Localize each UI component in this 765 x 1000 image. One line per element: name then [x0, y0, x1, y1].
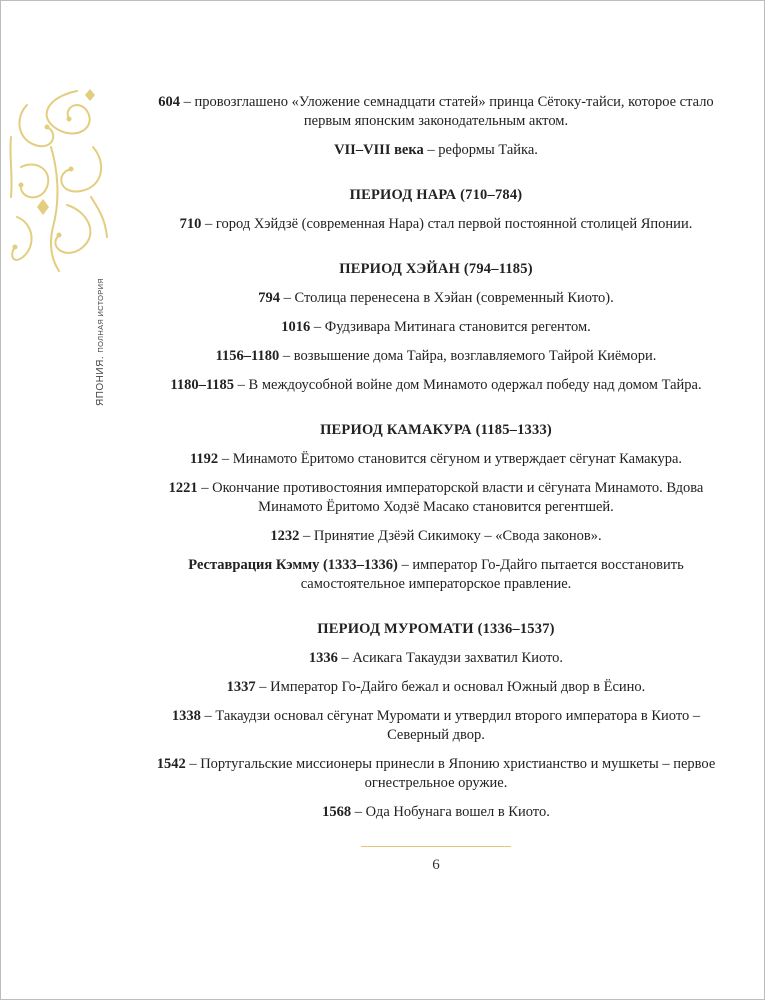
- timeline-entry: [151, 318, 721, 337]
- ornament-decoration: [7, 87, 109, 273]
- period-heading: ПЕРИОД ХЭЙАН (794–1185): [339, 261, 533, 277]
- timeline-entry: [151, 678, 721, 697]
- footer-divider: [361, 846, 511, 847]
- timeline-entry: [151, 289, 721, 308]
- entry-text: – Минамото Ёритомо становится сёгуном и утверждает сёгунат Камакура.: [218, 451, 683, 467]
- entry-date: 604: [158, 94, 181, 110]
- entry-text: – Принятие Дзёэй Сикимоку – «Свода законов».: [299, 528, 602, 544]
- entry-date: 1568: [322, 804, 352, 820]
- entry-date: 1232: [270, 528, 300, 544]
- timeline-entry: [151, 803, 721, 822]
- entry-date: 710: [179, 216, 202, 232]
- entry-date: VII–VIII века: [334, 142, 424, 158]
- entry-text: – возвышение дома Тайра, возглавляемого Тайрой Киёмори.: [279, 348, 657, 364]
- timeline-entry: [151, 141, 721, 160]
- entry-date: 1156–1180: [215, 348, 280, 364]
- entry-text: – Окончание противостояния императорской власти и сёгуната Минамото. Вдова Минамото Ёритомо Ходзё Масако становится регентшей.: [197, 480, 704, 515]
- period-heading: ПЕРИОД НАРА (710–784): [349, 187, 523, 203]
- entry-text: – Португальские миссионеры принесли в Японию христианство и мушкеты – первое огнестрельное оружие.: [185, 756, 716, 791]
- entry-text: – реформы Тайка.: [423, 142, 538, 158]
- timeline-entry: [151, 450, 721, 469]
- timeline-entry: [151, 556, 721, 594]
- timeline-entry: [151, 527, 721, 546]
- entry-date: 1192: [189, 451, 219, 467]
- entry-date: Реставрация Кэмму (1333–1336): [188, 557, 398, 573]
- timeline-entry: [151, 215, 721, 234]
- spine-label: [79, 276, 119, 406]
- entry-date: 1338: [171, 708, 201, 724]
- spine-subtitle: ПОЛНАЯ ИСТОРИЯ: [96, 277, 105, 353]
- page-number: 6: [432, 857, 440, 873]
- timeline-entry: [151, 93, 721, 131]
- timeline: [151, 93, 721, 832]
- timeline-entry: [151, 755, 721, 793]
- timeline-entry: [151, 649, 721, 668]
- entry-date: 1221: [168, 480, 198, 496]
- timeline-entry: [151, 479, 721, 517]
- entry-text: – Столица перенесена в Хэйан (современный Киото).: [280, 290, 614, 306]
- entry-text: – город Хэйдзё (современная Нара) стал первой постоянной столицей Японии.: [201, 216, 693, 232]
- entry-date: 1336: [308, 650, 338, 666]
- entry-text: – Император Го-Дайго бежал и основал Южный двор в Ёсино.: [255, 679, 646, 695]
- entry-text: – император Го-Дайго пытается восстановить самостоятельное императорское правление.: [300, 557, 684, 592]
- timeline-entry: [151, 347, 721, 366]
- entry-text: – провозглашено «Уложение семнадцати статей» принца Сётоку-тайси, которое стало первым японским законодательным актом.: [180, 94, 714, 129]
- entry-date: 1016: [281, 319, 311, 335]
- entry-text: – Фудзивара Митинага становится регентом.: [310, 319, 591, 335]
- entry-date: 1337: [226, 679, 256, 695]
- entry-text: – Такаудзи основал сёгунат Муромати и утвердил второго императора в Киото – Северный двор.: [200, 708, 701, 743]
- entry-date: 794: [258, 290, 281, 306]
- period-heading: ПЕРИОД КАМАКУРА (1185–1333): [320, 422, 552, 438]
- entry-date: 1542: [156, 756, 186, 772]
- entry-date: 1180–1185: [170, 377, 235, 393]
- entry-text: – В междоусобной войне дом Минамото одержал победу над домом Тайра.: [234, 377, 702, 393]
- entry-text: – Ода Нобунага вошел в Киото.: [351, 804, 550, 820]
- entry-text: – Асикага Такаудзи захватил Киото.: [337, 650, 564, 666]
- period-heading: ПЕРИОД МУРОМАТИ (1336–1537): [317, 621, 555, 637]
- spine-title: ЯПОНИЯ.: [95, 355, 106, 406]
- timeline-entry: [151, 376, 721, 395]
- timeline-entry: [151, 707, 721, 745]
